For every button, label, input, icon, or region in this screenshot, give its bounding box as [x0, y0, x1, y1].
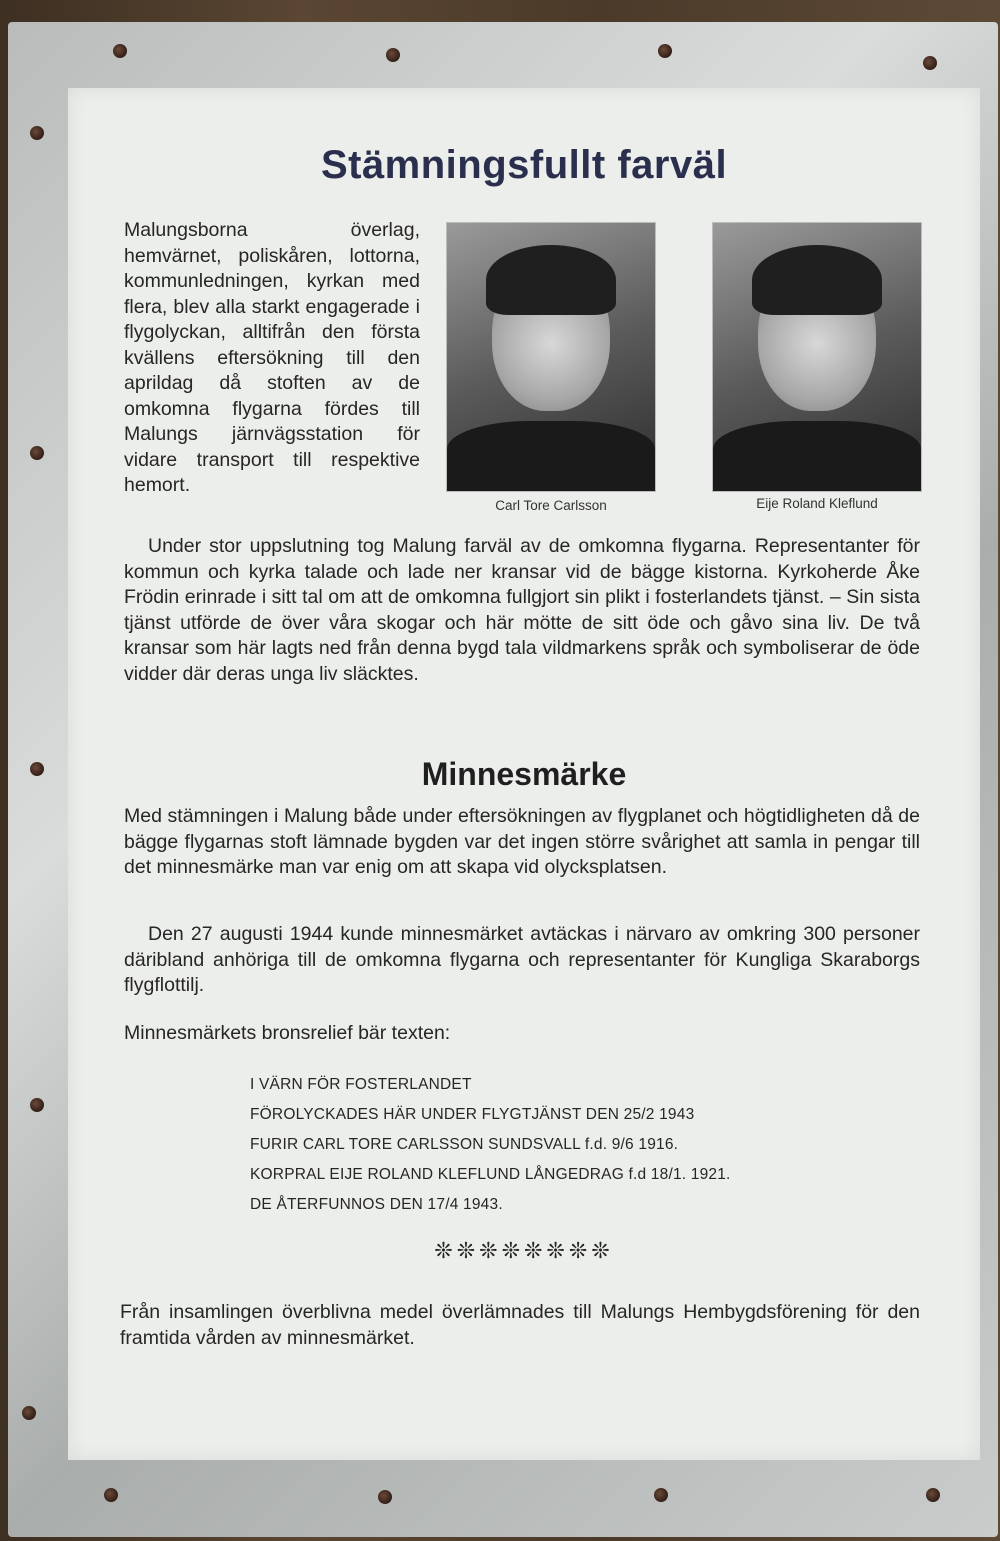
relief-inscription [250, 1070, 810, 1220]
screw-icon [30, 762, 44, 776]
portrait-photo-carlsson [446, 222, 656, 492]
screw-icon [113, 44, 127, 58]
inscription-line: FURIR CARL TORE CARLSSON SUNDSVALL f.d. 9/6 1916. [250, 1136, 679, 1153]
screw-icon [22, 1406, 36, 1420]
photo-caption: Carl Tore Carlsson [495, 498, 607, 513]
star-divider: ❊❊❊❊❊❊❊❊ [434, 1238, 614, 1263]
screw-icon [926, 1488, 940, 1502]
section-heading: Minnesmärke [421, 756, 627, 792]
screw-icon [386, 48, 400, 62]
farewell-paragraph: Under stor uppslutning tog Malung farväl av de omkomna flygarna. Representanter för kommun och kyrka talade och lade ner kransar vid de bägge kistorna. Kyrkoherde Åke Frödin erinrade i sitt tal om att de omkomna fullgjort sin plikt i fosterlandets tjänst. – Sin sista tjänst utförde de över våra skogar och här mötte de sitt öde och gåvo sina liv. De två kransar som här lagts ned från denna bygd tala vildmarkens språk och symboliserar de öde vidder där deras unga liv släcktes. [124, 535, 920, 685]
inscription-line: FÖROLYCKADES HÄR UNDER FLYGTJÄNST DEN 25/2 1943 [250, 1106, 695, 1123]
portrait-photo-kleflund [712, 222, 922, 492]
sign-title: Stämningsfullt farväl [320, 143, 728, 187]
screw-icon [658, 44, 672, 58]
inscription-line: DE ÅTERFUNNOS DEN 17/4 1943. [250, 1196, 503, 1213]
closing-paragraph: Från insamlingen överblivna medel överlämnades till Malungs Hembygdsförening för den framtida vården av minnesmärket. [120, 1301, 920, 1349]
screw-icon [30, 1098, 44, 1112]
photo-caption: Eije Roland Kleflund [756, 496, 878, 511]
inscription-line: I VÄRN FÖR FOSTERLANDET [250, 1076, 472, 1093]
screw-icon [378, 1490, 392, 1504]
screw-icon [30, 446, 44, 460]
inscription-line: KORPRAL EIJE ROLAND KLEFLUND LÅNGEDRAG f.d 18/1. 1921. [250, 1166, 731, 1183]
memorial-paragraph: Med stämningen i Malung både under eftersökningen av flygplanet och högtidligheten då de bägge flygarnas stoft lämnade bygden var det ingen större svårighet att samla in pengar till det minnesmärke man var enig om att skapa vid olycksplatsen. [124, 805, 920, 878]
screw-icon [923, 56, 937, 70]
screw-icon [654, 1488, 668, 1502]
screw-icon [104, 1488, 118, 1502]
screw-icon [30, 126, 44, 140]
memorial-sign [68, 88, 980, 1460]
relief-intro: Minnesmärkets bronsrelief bär texten: [124, 1022, 451, 1044]
intro-paragraph: Malungsborna överlag, hemvärnet, poliskåren, lottorna, kommunledningen, kyrkan med flera, blev alla starkt engagerade i flygolyckan, alltifrån den första kvällens eftersökning till den aprildag då stoften av de omkomna flygarna fördes till Malungs järnvägsstation för vidare transport till respektive hemort. [124, 219, 420, 496]
unveiling-paragraph: Den 27 augusti 1944 kunde minnesmärket avtäckas i närvaro av omkring 300 personer däribland anhöriga till de omkomna flygarna och representanter för Kungliga Skaraborgs flygflottilj. [124, 923, 920, 996]
